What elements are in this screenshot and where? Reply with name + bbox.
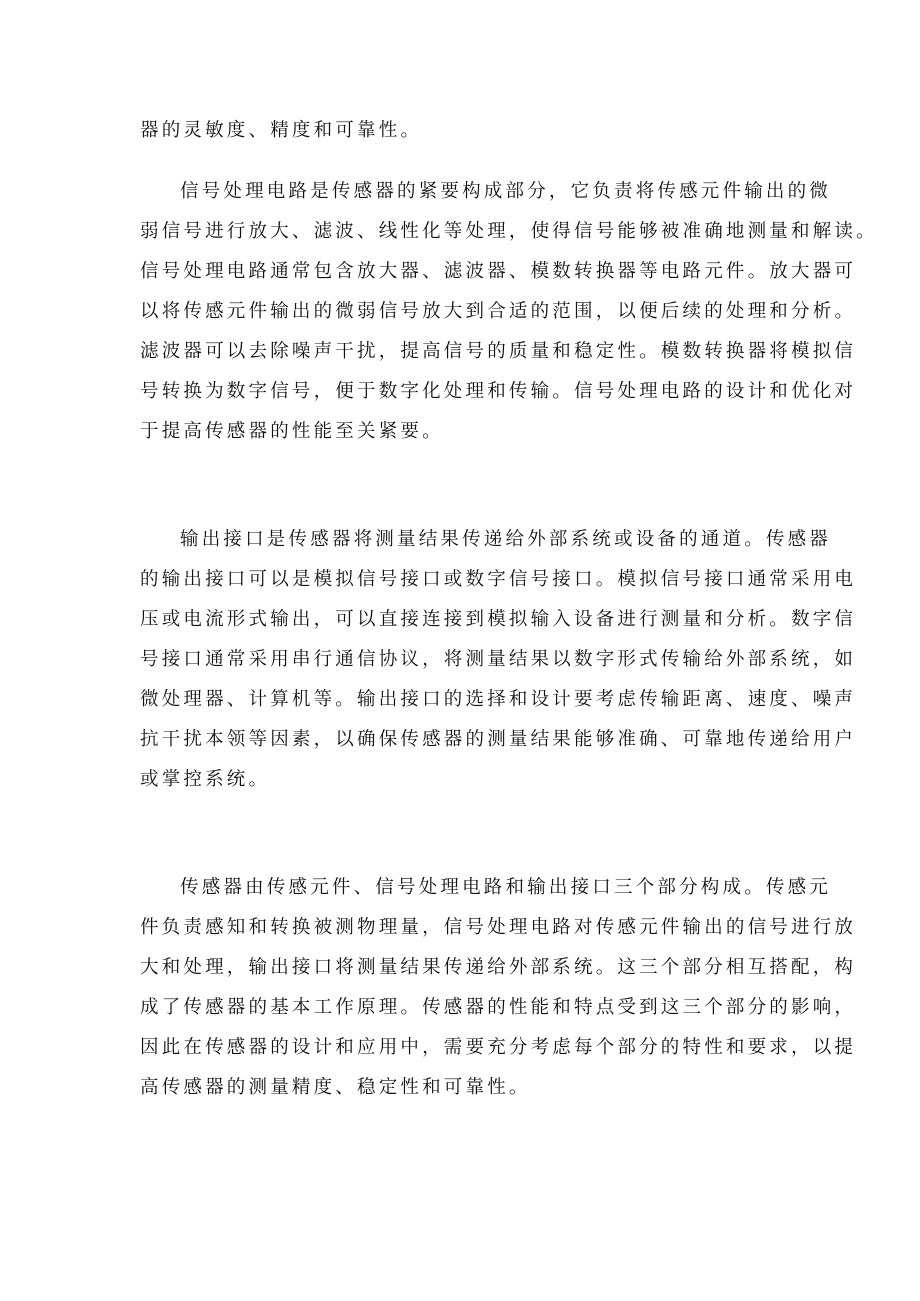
text-line: 压或电流形式输出，可以直接连接到模拟输入设备进行测量和分析。数字信 — [140, 609, 857, 630]
paragraph-continuation — [140, 111, 800, 151]
text-line: 的输出接口可以是模拟信号接口或数字信号接口。模拟信号接口通常采用电 — [140, 569, 857, 590]
text-line: 号接口通常采用串行通信协议，将测量结果以数字形式传输给外部系统，如 — [140, 649, 857, 670]
text-line: 以将传感元件输出的微弱信号放大到合适的范围，以便后续的处理和分析。 — [140, 301, 857, 322]
text-line: 微处理器、计算机等。输出接口的选择和设计要考虑传输距离、速度、噪声 — [140, 689, 857, 710]
text-line: 于提高传感器的性能至关紧要。 — [140, 421, 444, 442]
text-line: 大和处理，输出接口将测量结果传递给外部系统。这三个部分相互搭配，构 — [140, 957, 857, 978]
paragraph-output-interface — [140, 520, 857, 800]
text-line: 因此在传感器的设计和应用中，需要充分考虑每个部分的特性和要求，以提 — [140, 1037, 857, 1058]
text-line: 高传感器的测量精度、稳定性和可靠性。 — [140, 1077, 531, 1098]
paragraph-summary — [140, 868, 857, 1108]
text-line: 信号处理电路通常包含放大器、滤波器、模数转换器等电路元件。放大器可 — [140, 261, 857, 282]
text-line: 件负责感知和转换被测物理量，信号处理电路对传感元件输出的信号进行放 — [140, 917, 857, 938]
text-line: 输出接口是传感器将测量结果传递给外部系统或设备的通道。传感器 — [180, 529, 832, 550]
text-line: 或掌控系统。 — [140, 769, 271, 790]
text-line: 器的灵敏度、精度和可靠性。 — [140, 120, 423, 141]
text-line: 成了传感器的基本工作原理。传感器的性能和特点受到这三个部分的影响， — [140, 997, 857, 1018]
text-line: 信号处理电路是传感器的紧要构成部分，它负责将传感元件输出的微 — [180, 181, 832, 202]
text-line: 号转换为数字信号，便于数字化处理和传输。信号处理电路的设计和优化对 — [140, 381, 857, 402]
text-line: 传感器由传感元件、信号处理电路和输出接口三个部分构成。传感元 — [180, 877, 832, 898]
text-line: 滤波器可以去除噪声干扰，提高信号的质量和稳定性。模数转换器将模拟信 — [140, 341, 857, 362]
text-line: 弱信号进行放大、滤波、线性化等处理，使得信号能够被准确地测量和解读。 — [140, 221, 878, 242]
paragraph-signal-processing — [140, 172, 878, 452]
text-line: 抗干扰本领等因素，以确保传感器的测量结果能够准确、可靠地传递给用户 — [140, 729, 857, 750]
